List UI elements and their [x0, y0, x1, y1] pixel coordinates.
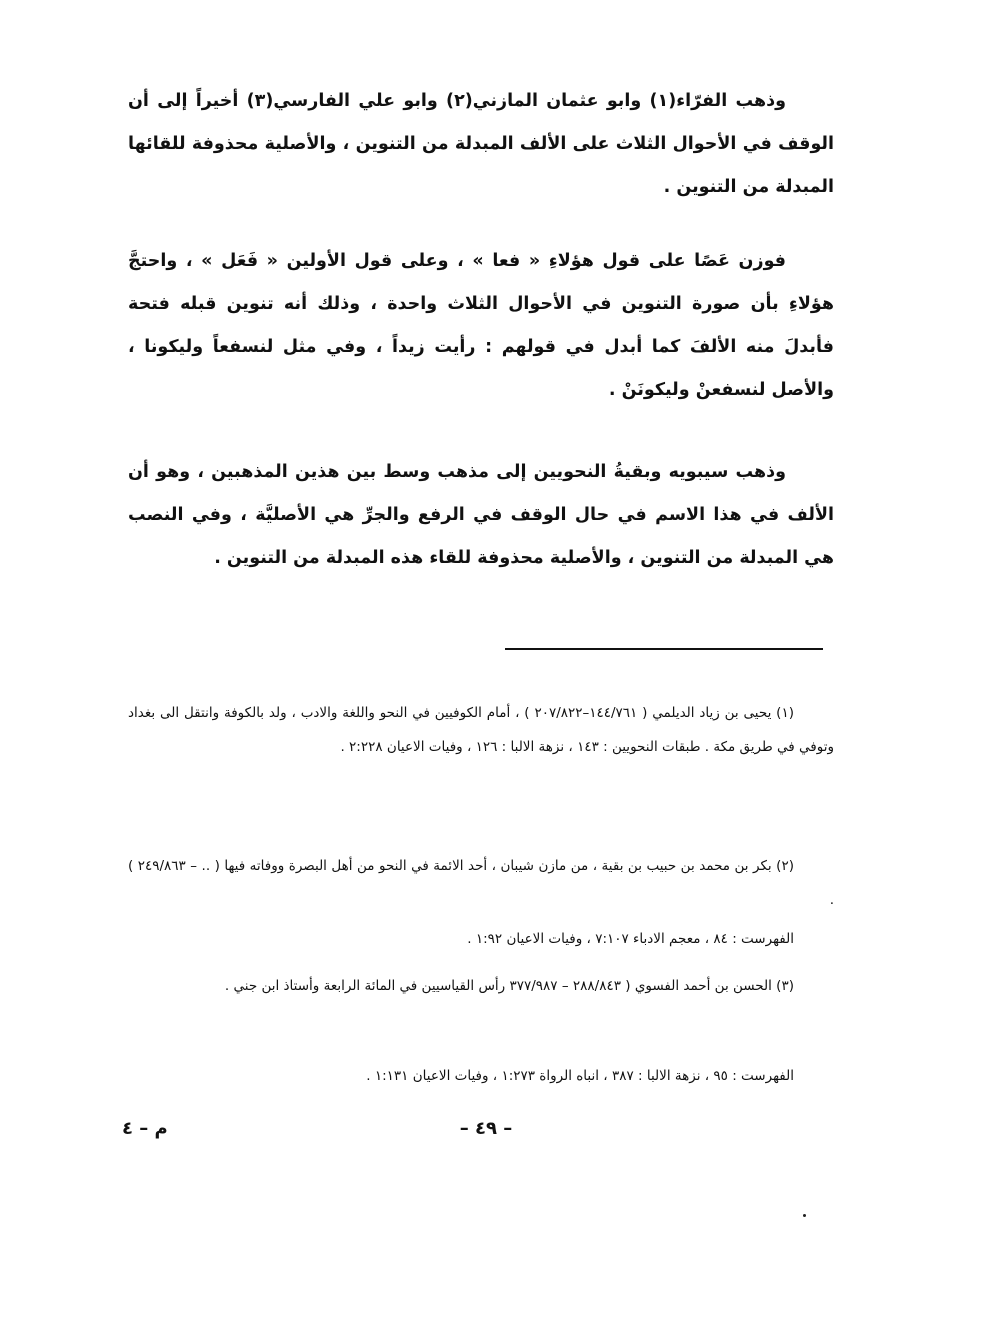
paragraph-sibawayh-view: وذهب سيبويه وبقيةُ النحويين إلى مذهب وسط بين هذين المذهبين ، وهو أن الألف في هذا الاسم في حال الوقف في الرفع والجرِّ هي الأصليَّة ، وفي النصب هي المبدلة من التنوين ، والأصلية محذوفة للقاء هذه المبدلة من التنوين .: [128, 461, 834, 568]
paragraph-farra-view: وذهب الفرّاء(١) وابو عثمان المازني(٢) وابو علي الفارسي(٣) أخيراً إلى أن الوقف في الأحوال الثلاث على الألف المبدلة من التنوين ، والأصلية محذوفة للقائها المبدلة من التنوين .: [128, 90, 834, 197]
footnote-1: (١) يحيى بن زياد الديلمي ( ١٤٤/٧٦١–٢٠٧/٨٢٢ ) ، أمام الكوفيين في النحو واللغة والادب ، ولد بالكوفة وانتقل الى بغداد وتوفي في طريق مكة . طبقات النحويين : ١٤٣ ، نزهة الالبا : ١٢٦ ، وفيات الاعيان ٢:٢٢٨ .: [128, 704, 834, 755]
footnote-2-references: الفهرست : ٨٤ ، معجم الادباء ٧:١٠٧ ، وفيات الاعيان ١:٩٢ .: [467, 930, 794, 947]
footnote-3-references: الفهرست : ٩٥ ، نزهة الالبا : ٣٨٧ ، انباه الرواة ١:٢٧٣ ، وفيات الاعيان ١:١٣١ .: [366, 1067, 794, 1084]
page-number: – ٤٩ –: [459, 1118, 513, 1139]
footnote-2: (٢) بكر بن محمد بن حبيب بن بقية ، من مازن شيبان ، أحد الائمة في النحو من أهل البصرة ووفاته فيها ( .. – ٢٤٩/٨٦٣ ) .: [128, 857, 834, 908]
paragraph-weight-of-asa: فوزن عَصًا على قول هؤلاءِ « فعا » ، وعلى قول الأولين « فَعَل » ، واحتجَّ هؤلاءِ بأن صورة التنوين في الأحوال الثلاث واحدة ، وذلك أنه تنوين قبله فتحة فأبدلَ منه الألفَ كما أبدل في قولهم : رأيت زيداً ، وفي مثل لنسفعاً وليكونا ، والأصل لنسفعنْ وليكونَنْ .: [128, 250, 834, 400]
sheet-signature-mark: م – ٤: [122, 1118, 168, 1139]
scan-speck: [803, 1214, 806, 1217]
footnote-3: (٣) الحسن بن أحمد الفسوي ( ٢٨٨/٨٤٣ – ٣٧٧/٩٨٧ رأس القياسيين في المائة الرابعة وأستاذ ابن جني .: [224, 977, 794, 994]
footnote-separator: [505, 648, 823, 650]
